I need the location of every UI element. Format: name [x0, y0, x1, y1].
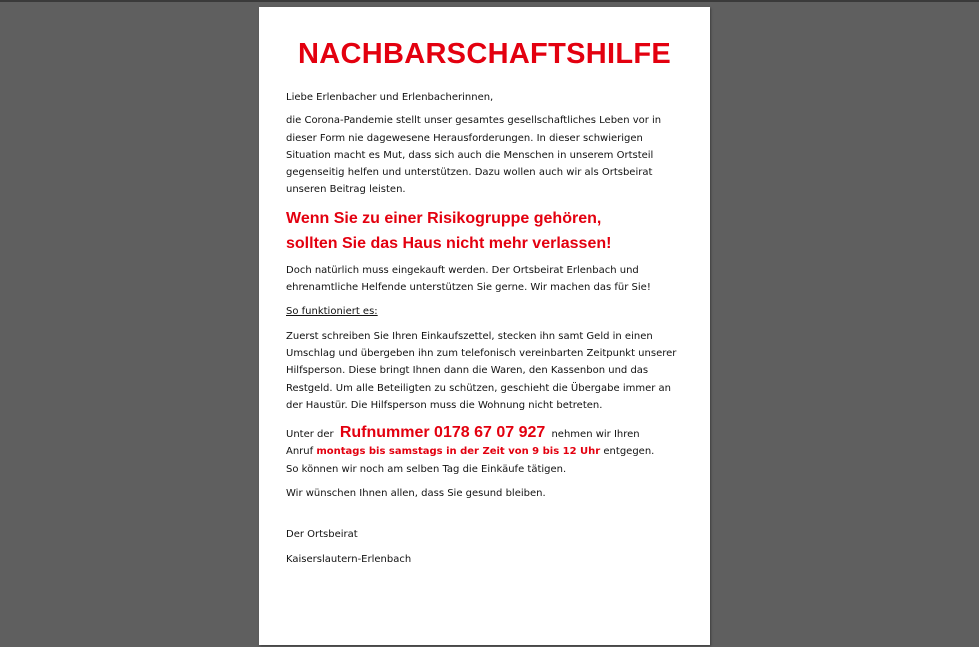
document-page [259, 7, 710, 645]
how-it-works-heading: So funktioniert es: [286, 306, 378, 318]
risk-group-warning [286, 206, 683, 256]
call-prefix: Anruf [286, 446, 314, 458]
phone-prefix: Unter der [286, 429, 334, 441]
phone-suffix: nehmen wir Ihren [551, 429, 640, 441]
warning-line-2: sollten Sie das Haus nicht mehr verlassen! [286, 234, 612, 252]
how-it-works-paragraph: Zuerst schreiben Sie Ihren Einkaufszettel, stecken ihn samt Geld in einen Umschlag und übergeben ihn zum telefonisch vereinbarten Zeitpunkt unserer Hilfsperson. Diese bringt Ihnen dann die Waren, den Kassenbon und das Restgeld. Um alle Beteiligten zu schützen, geschieht die Übergabe immer an der Haustür. Die Hilfsperson muss die Wohnung nicht betreten. [286, 330, 677, 411]
phone-number: Rufnummer 0178 67 07 927 [339, 424, 546, 442]
warning-line-1: Wenn Sie zu einer Risikogruppe gehören, [286, 209, 602, 227]
document-title: NACHBARSCHAFTSHILFE [297, 38, 671, 70]
shopping-paragraph: Doch natürlich muss eingekauft werden. Der Ortsbeirat Erlenbach und ehrenamtliche Helfende unterstützen Sie gerne. Wir machen das für Sie! [286, 264, 651, 294]
same-day-line: So können wir noch am selben Tag die Einkäufe tätigen. [286, 463, 567, 475]
intro-paragraph: die Corona-Pandemie stellt unser gesamtes gesellschaftliches Leben vor in dieser Form nie dagewesene Herausforderungen. In dieser schwierigen Situation macht es Mut, dass sich auch die Menschen in unserem Ortsteil gegenseitig helfen und unterstützen. Dazu wollen auch wir als Ortsbeirat unseren Beitrag leisten. [286, 115, 662, 196]
wish-paragraph: Wir wünschen Ihnen allen, dass Sie gesund bleiben. [286, 488, 546, 500]
phone-paragraph [286, 424, 683, 478]
greeting: Liebe Erlenbacher und Erlenbacherinnen, [286, 92, 494, 103]
signature-line-1: Der Ortsbeirat [286, 529, 358, 541]
phone-line-2 [286, 443, 683, 460]
phone-line-1 [286, 424, 683, 443]
call-times: montags bis samstags in der Zeit von 9 bis 12 Uhr [316, 446, 601, 458]
signature-line-2: Kaiserslautern-Erlenbach [286, 553, 412, 565]
call-suffix: entgegen. [603, 446, 655, 458]
